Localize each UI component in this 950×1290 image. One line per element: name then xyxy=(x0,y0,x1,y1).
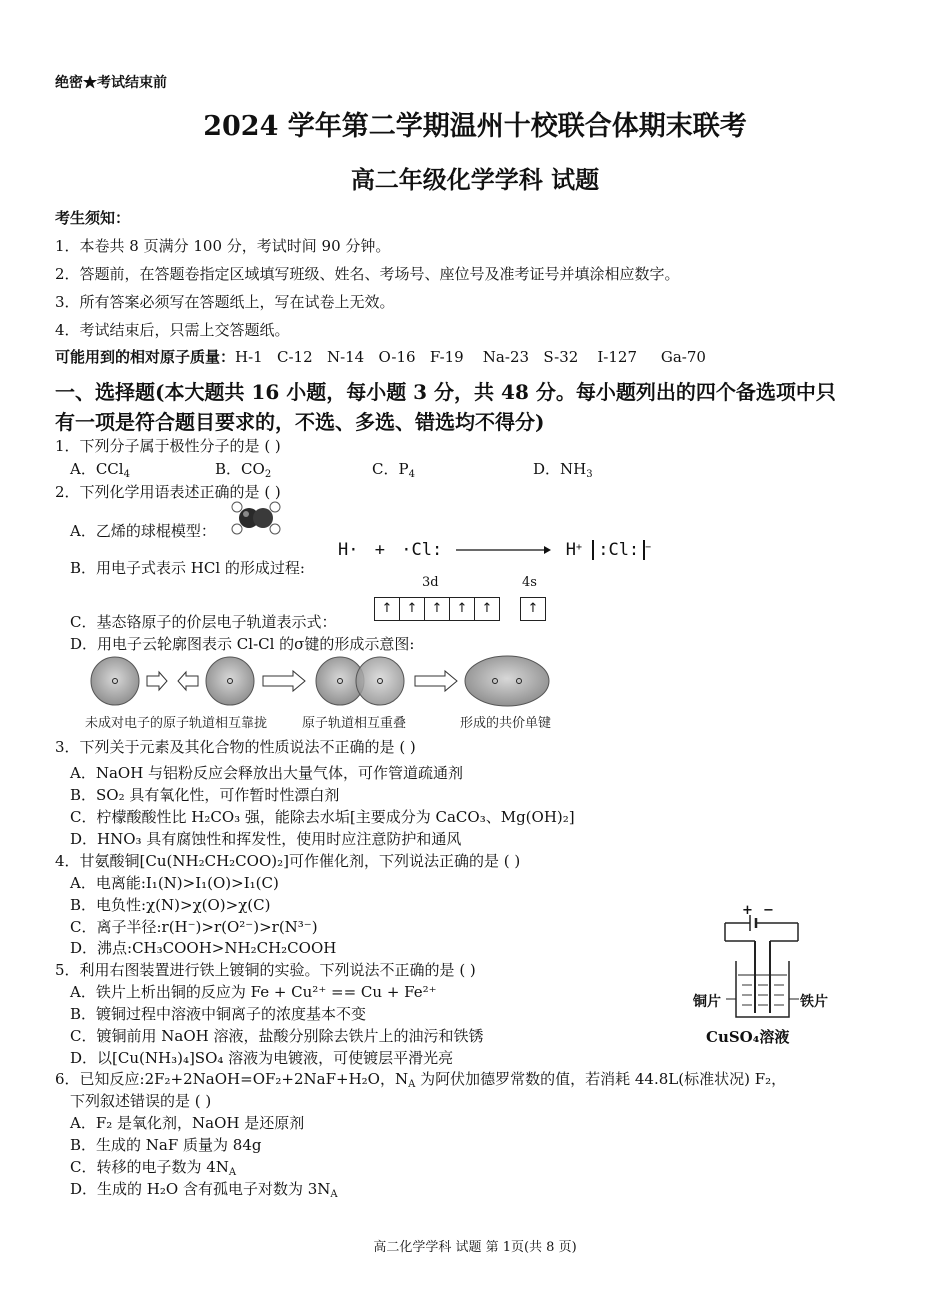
ethylene-ball-stick-model xyxy=(230,500,282,536)
q3-option-a: A．NaOH 与铝粉反应会释放出大量气体，可作管道疏通剂 xyxy=(70,764,464,782)
q2-option-c: C．基态铬原子的价层电子轨道表示式： xyxy=(70,613,337,631)
orbital-caption: 原子轨道相互重叠 xyxy=(302,716,407,731)
q6-option-d: D．生成的 H₂O 含有孤电子对数为 $3N_A$ xyxy=(70,1180,338,1200)
hcl-electron-formula: H· + ·Cl: H+ :Cl: − xyxy=(338,540,652,560)
notice-item: 3．所有答案必须写在答题纸上，写在试卷上无效。 xyxy=(55,293,395,311)
q5-option-c: C．镀铜前用 NaOH 溶液，盐酸分别除去铁片上的油污和铁锈 xyxy=(70,1027,484,1045)
q6-option-a: A．F₂ 是氧化剂，NaOH 是还原剂 xyxy=(70,1114,305,1132)
notice-item: 1．本卷共 8 页满分 100 分，考试时间 90 分钟。 xyxy=(55,237,391,255)
q1-option-d: D．$NH_3$ xyxy=(533,460,593,480)
q3-option-d: D．HNO₃ 具有腐蚀性和挥发性，使用时应注意防护和通风 xyxy=(70,830,462,848)
q4-stem: 4．甘氨酸铜[Cu(NH₂CH₂COO)₂]可作催化剂，下列说法正确的是 ( ) xyxy=(55,852,521,870)
notice-item: 2．答题前，在答题卷指定区域填写班级、姓名、考场号、座位号及准考证号并填涂相应数字。 xyxy=(55,265,680,283)
q3-stem: 3．下列关于元素及其化合物的性质说法不正确的是 ( ) xyxy=(55,738,416,756)
q4-option-d: D．沸点:CH₃COOH>NH₂CH₂COOH xyxy=(70,939,337,957)
q5-option-a: A．铁片上析出铜的反应为 Fe + Cu²⁺ == Cu + Fe²⁺ xyxy=(70,983,437,1001)
q5-option-b: B．镀铜过程中溶液中铜离子的浓度基本不变 xyxy=(70,1005,367,1023)
reaction-arrow xyxy=(456,544,551,556)
q4-option-b: B．电负性:χ(N)>χ(O)>χ(C) xyxy=(70,896,271,914)
sigma-bond-diagram xyxy=(85,655,565,707)
orbital-caption: 未成对电子的原子轨道相互靠拢 xyxy=(85,716,268,731)
section-heading-line2: 有一项是符合题目要求的，不选、多选、错选均不得分) xyxy=(55,410,545,434)
cuso4-solution-label: CuSO₄溶液 xyxy=(706,1028,790,1046)
exam-subtitle: 高二年级化学学科 试题 xyxy=(350,165,600,194)
secret-label: 绝密★考试结束前 xyxy=(55,75,167,91)
masses-values: H-1 C-12 N-14 O-16 F-19 Na-23 S-32 I-127 Ga-70 xyxy=(235,348,706,366)
battery-plus: + xyxy=(742,903,753,918)
q1-stem: 1．下列分子属于极性分子的是 ( ) xyxy=(55,437,281,455)
q6-option-c: C．转移的电子数为 $4N_A$ xyxy=(70,1158,237,1178)
q1-option-b: B．$CO_2$ xyxy=(215,460,272,480)
q6-stem: 6．已知反应:2F₂+2NaOH=OF₂+2NaF+H₂O，$N_A$ 为阿伏加德罗常数的值，若消耗 44.8L(标准状况) F₂， xyxy=(55,1070,787,1090)
q1-option-c: C．$P_4$ xyxy=(372,460,415,480)
orbital-label-4s: 4s xyxy=(522,575,537,590)
q2-option-a: A．乙烯的球棍模型： xyxy=(70,522,216,540)
iron-plate-label: 铁片 xyxy=(800,994,828,1010)
notice-item: 4．考试结束后，只需上交答题纸。 xyxy=(55,321,290,339)
orbital-3d-boxes: ↑ ↑ ↑ ↑ ↑ xyxy=(374,597,499,621)
q5-option-d: D．以[Cu(NH₃)₄]SO₄ 溶液为电镀液，可使镀层平滑光亮 xyxy=(70,1049,454,1067)
q6-stem-cont: 下列叙述错误的是 ( ) xyxy=(70,1092,212,1110)
orbital-4s-box: ↑ xyxy=(520,597,545,621)
exam-title: 2024 学年第二学期温州十校联合体期末联考 xyxy=(203,111,747,142)
masses-label: 可能用到的相对原子质量： xyxy=(55,348,236,366)
orbital-caption: 形成的共价单键 xyxy=(460,716,552,731)
orbital-label-3d: 3d xyxy=(422,575,439,590)
q3-option-b: B．SO₂ 具有氧化性，可作暂时性漂白剂 xyxy=(70,786,340,804)
q1-option-a: A．CCl$_4$ xyxy=(70,460,130,480)
q5-stem: 5．利用右图装置进行铁上镀铜的实验。下列说法不正确的是 ( ) xyxy=(55,961,476,979)
q4-option-a: A．电离能:I₁(N)>I₁(O)>I₁(C) xyxy=(70,874,279,892)
q6-option-b: B．生成的 NaF 质量为 84g xyxy=(70,1136,262,1154)
q4-option-c: C．离子半径:r(H⁻)>r(O²⁻)>r(N³⁻) xyxy=(70,918,318,936)
q3-option-c: C．柠檬酸酸性比 H₂CO₃ 强，能除去水垢[主要成分为 CaCO₃、Mg(OH)₂] xyxy=(70,808,575,826)
page-footer: 高二化学学科 试题 第 1页(共 8 页) xyxy=(373,1240,577,1255)
copper-plate-label: 铜片 xyxy=(693,994,721,1010)
notice-heading: 考生须知： xyxy=(55,209,131,227)
atomic-masses xyxy=(55,346,706,367)
section-heading-line1: 一、选择题(本大题共 16 小题，每小题 3 分，共 48 分。每小题列出的四个备选项中只 xyxy=(55,380,836,404)
battery-minus: − xyxy=(763,903,774,918)
q2-option-b: B．用电子式表示 HCl 的形成过程: xyxy=(70,559,305,577)
q2-option-d: D．用电子云轮廓图表示 Cl-Cl 的σ键的形成示意图: xyxy=(70,635,415,653)
q2-stem: 2．下列化学用语表述正确的是 ( ) xyxy=(55,483,281,501)
